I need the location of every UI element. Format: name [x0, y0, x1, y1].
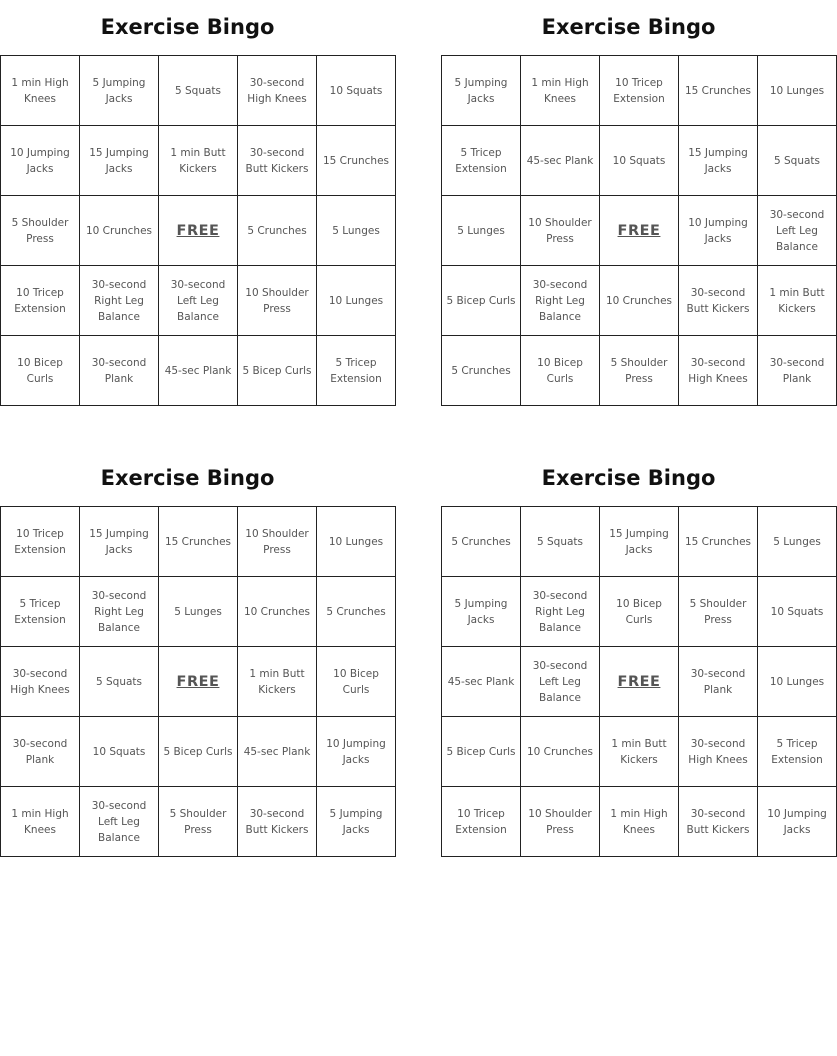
grid-cell: 1 min Butt Kickers — [758, 266, 837, 336]
grid-row — [1, 266, 396, 336]
grid-row — [442, 56, 837, 126]
grid-cell: 15 Crunches — [317, 126, 396, 196]
grid-cell: 10 Bicep Curls — [1, 336, 80, 406]
grid-cell: 5 Shoulder Press — [600, 336, 679, 406]
card-title: Exercise Bingo — [541, 15, 716, 39]
grid-row — [1, 196, 396, 266]
bingo-card-1 — [0, 0, 389, 406]
grid-cell: 10 Jumping Jacks — [1, 126, 80, 196]
grid-cell: 10 Shoulder Press — [238, 266, 317, 336]
grid-cell: 10 Squats — [758, 577, 837, 647]
grid-cell: 10 Jumping Jacks — [317, 717, 396, 787]
grid-cell: 30-second Butt Kickers — [238, 787, 317, 857]
grid-row — [1, 56, 396, 126]
grid-cell: 1 min High Knees — [1, 787, 80, 857]
grid-cell: 30-second Butt Kickers — [238, 126, 317, 196]
grid-cell: 5 Squats — [758, 126, 837, 196]
grid-row — [1, 577, 396, 647]
bingo-grid — [441, 506, 837, 857]
grid-row — [1, 126, 396, 196]
grid-cell: 30-second Right Leg Balance — [521, 266, 600, 336]
grid-cell: 30-second Butt Kickers — [679, 266, 758, 336]
grid-cell: 30-second High Knees — [679, 336, 758, 406]
grid-cell: 5 Crunches — [317, 577, 396, 647]
grid-cell: 30-second High Knees — [238, 56, 317, 126]
grid-row — [442, 507, 837, 577]
grid-cell: 15 Jumping Jacks — [679, 126, 758, 196]
card-title: Exercise Bingo — [541, 466, 716, 490]
grid-cell: 5 Lunges — [317, 196, 396, 266]
grid-cell: 30-second Right Leg Balance — [80, 266, 159, 336]
grid-cell: 10 Crunches — [521, 717, 600, 787]
grid-cell: 5 Tricep Extension — [1, 577, 80, 647]
grid-cell: 5 Crunches — [442, 507, 521, 577]
grid-cell: 5 Crunches — [442, 336, 521, 406]
bingo-grid — [0, 55, 396, 406]
grid-cell: 1 min High Knees — [1, 56, 80, 126]
grid-cell: 5 Tricep Extension — [758, 717, 837, 787]
bingo-card-4 — [441, 451, 827, 857]
grid-cell: 30-second High Knees — [679, 717, 758, 787]
grid-cell: 5 Bicep Curls — [442, 717, 521, 787]
grid-cell: 15 Crunches — [159, 507, 238, 577]
grid-cell: 10 Shoulder Press — [521, 787, 600, 857]
bingo-card-2 — [441, 0, 825, 406]
bingo-grid — [0, 506, 396, 857]
free-space: FREE — [159, 647, 238, 717]
grid-cell: 10 Squats — [80, 717, 159, 787]
grid-cell: 5 Lunges — [442, 196, 521, 266]
grid-cell: 5 Jumping Jacks — [317, 787, 396, 857]
grid-cell: 30-second Right Leg Balance — [521, 577, 600, 647]
grid-cell: 5 Bicep Curls — [159, 717, 238, 787]
card-title: Exercise Bingo — [100, 466, 275, 490]
grid-cell: 10 Jumping Jacks — [679, 196, 758, 266]
grid-cell: 30-second Butt Kickers — [679, 787, 758, 857]
grid-cell: 45-sec Plank — [442, 647, 521, 717]
free-space: FREE — [159, 196, 238, 266]
grid-cell: 5 Squats — [159, 56, 238, 126]
grid-cell: 30-second Left Leg Balance — [521, 647, 600, 717]
grid-row — [442, 336, 837, 406]
grid-cell: 45-sec Plank — [159, 336, 238, 406]
grid-row — [1, 717, 396, 787]
grid-cell: 1 min High Knees — [600, 787, 679, 857]
grid-row — [442, 787, 837, 857]
grid-cell: 5 Crunches — [238, 196, 317, 266]
grid-cell: 10 Lunges — [317, 266, 396, 336]
bingo-card-3 — [0, 451, 386, 857]
grid-cell: 30-second Left Leg Balance — [758, 196, 837, 266]
grid-row — [442, 647, 837, 717]
grid-cell: 5 Shoulder Press — [159, 787, 238, 857]
grid-cell: 5 Jumping Jacks — [442, 577, 521, 647]
grid-cell: 5 Squats — [80, 647, 159, 717]
grid-cell: 10 Crunches — [238, 577, 317, 647]
grid-row — [442, 717, 837, 787]
grid-cell: 5 Jumping Jacks — [442, 56, 521, 126]
grid-cell: 5 Jumping Jacks — [80, 56, 159, 126]
grid-cell: 10 Squats — [600, 126, 679, 196]
grid-cell: 30-second High Knees — [1, 647, 80, 717]
grid-cell: 5 Shoulder Press — [1, 196, 80, 266]
grid-cell: 10 Tricep Extension — [1, 266, 80, 336]
grid-cell: 45-sec Plank — [238, 717, 317, 787]
grid-cell: 10 Shoulder Press — [238, 507, 317, 577]
grid-cell: 30-second Right Leg Balance — [80, 577, 159, 647]
free-space: FREE — [600, 196, 679, 266]
grid-cell: 5 Lunges — [758, 507, 837, 577]
free-space: FREE — [600, 647, 679, 717]
grid-cell: 10 Crunches — [600, 266, 679, 336]
grid-cell: 5 Shoulder Press — [679, 577, 758, 647]
grid-cell: 1 min Butt Kickers — [238, 647, 317, 717]
grid-cell: 10 Lunges — [317, 507, 396, 577]
grid-cell: 10 Bicep Curls — [521, 336, 600, 406]
grid-cell: 10 Crunches — [80, 196, 159, 266]
grid-cell: 10 Jumping Jacks — [758, 787, 837, 857]
grid-cell: 30-second Left Leg Balance — [159, 266, 238, 336]
grid-cell: 15 Jumping Jacks — [80, 507, 159, 577]
bingo-grid — [441, 55, 837, 406]
grid-cell: 10 Tricep Extension — [442, 787, 521, 857]
grid-cell: 1 min Butt Kickers — [159, 126, 238, 196]
grid-row — [1, 336, 396, 406]
grid-cell: 10 Lunges — [758, 647, 837, 717]
card-title: Exercise Bingo — [100, 15, 275, 39]
grid-cell: 45-sec Plank — [521, 126, 600, 196]
grid-cell: 10 Bicep Curls — [317, 647, 396, 717]
grid-row — [442, 577, 837, 647]
grid-cell: 10 Tricep Extension — [1, 507, 80, 577]
grid-cell: 1 min Butt Kickers — [600, 717, 679, 787]
grid-cell: 15 Crunches — [679, 507, 758, 577]
grid-cell: 5 Tricep Extension — [442, 126, 521, 196]
grid-cell: 5 Bicep Curls — [442, 266, 521, 336]
grid-cell: 5 Tricep Extension — [317, 336, 396, 406]
grid-cell: 30-second Plank — [758, 336, 837, 406]
grid-cell: 5 Bicep Curls — [238, 336, 317, 406]
grid-cell: 10 Squats — [317, 56, 396, 126]
grid-cell: 10 Bicep Curls — [600, 577, 679, 647]
grid-row — [442, 126, 837, 196]
grid-cell: 30-second Plank — [1, 717, 80, 787]
grid-cell: 30-second Plank — [679, 647, 758, 717]
grid-cell: 30-second Left Leg Balance — [80, 787, 159, 857]
grid-cell: 5 Lunges — [159, 577, 238, 647]
grid-row — [442, 196, 837, 266]
grid-cell: 30-second Plank — [80, 336, 159, 406]
grid-row — [1, 507, 396, 577]
grid-cell: 5 Squats — [521, 507, 600, 577]
grid-cell: 10 Tricep Extension — [600, 56, 679, 126]
grid-cell: 1 min High Knees — [521, 56, 600, 126]
grid-cell: 15 Jumping Jacks — [600, 507, 679, 577]
grid-cell: 10 Lunges — [758, 56, 837, 126]
grid-row — [1, 787, 396, 857]
grid-cell: 15 Crunches — [679, 56, 758, 126]
grid-row — [442, 266, 837, 336]
grid-cell: 10 Shoulder Press — [521, 196, 600, 266]
grid-cell: 15 Jumping Jacks — [80, 126, 159, 196]
grid-row — [1, 647, 396, 717]
